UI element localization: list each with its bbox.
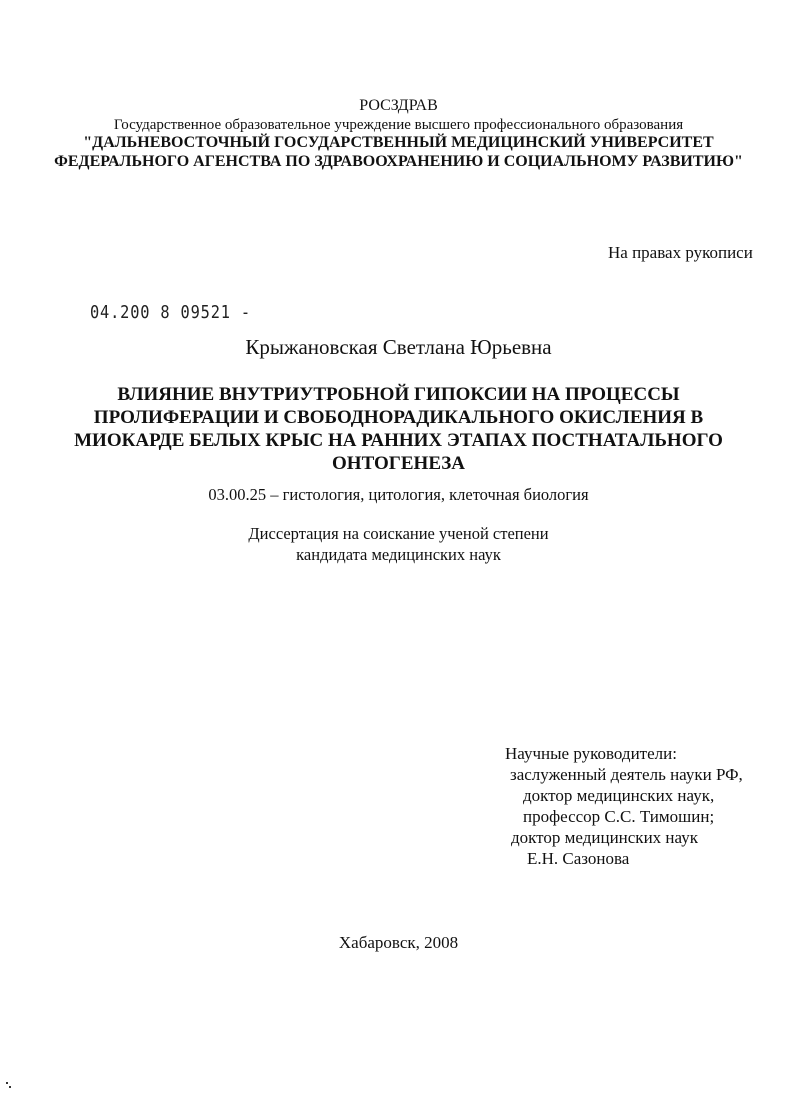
supervisors-heading: Научные руководители: — [505, 744, 677, 763]
supervisor-line: профессор С.С. Тимошин; — [523, 807, 715, 826]
supervisor-line: доктор медицинских наук, — [523, 786, 715, 805]
scan-speck — [9, 1086, 11, 1088]
agency-name: РОСЗДРАВ — [359, 97, 438, 114]
supervisor-line: доктор медицинских наук — [511, 828, 698, 847]
city-year: Хабаровск, 2008 — [338, 933, 459, 952]
supervisor-line: заслуженный деятель науки РФ, — [510, 765, 743, 784]
manuscript-rights-note: На правах рукописи — [608, 243, 753, 262]
title-line: ПРОЛИФЕРАЦИИ И СВОБОДНОРАДИКАЛЬНОГО ОКИСЛЕНИЯ В — [93, 407, 704, 428]
supervisors-block — [505, 743, 743, 869]
registration-stamp-number: 04.200 8 09521 - — [90, 302, 251, 323]
dissertation-title — [0, 383, 797, 475]
degree-line-1: Диссертация на соискание ученой степени — [248, 524, 549, 543]
title-line: ВЛИЯНИЕ ВНУТРИУТРОБНОЙ ГИПОКСИИ НА ПРОЦЕССЫ — [117, 384, 680, 405]
title-line: ОНТОГЕНЕЗА — [332, 453, 465, 474]
specialty-code: 03.00.25 – гистология, цитология, клеточная биология — [208, 485, 589, 504]
institution-type: Государственное образовательное учреждение высшего профессионального образования — [113, 117, 684, 133]
university-name-line-2: ФЕДЕРАЛЬНОГО АГЕНСТВА ПО ЗДРАВООХРАНЕНИЮ И СОЦИАЛЬНОМУ РАЗВИТИЮ" — [54, 153, 743, 170]
author-name: Крыжановская Светлана Юрьевна — [245, 335, 552, 359]
degree-line-2: кандидата медицинских наук — [296, 545, 501, 564]
scan-speck — [6, 1082, 8, 1084]
supervisor-line: Е.Н. Сазонова — [527, 849, 630, 868]
title-line: МИОКАРДЕ БЕЛЫХ КРЫС НА РАННИХ ЭТАПАХ ПОСТНАТАЛЬНОГО — [74, 430, 723, 451]
university-name-line-1: "ДАЛЬНЕВОСТОЧНЫЙ ГОСУДАРСТВЕННЫЙ МЕДИЦИНСКИЙ УНИВЕРСИТЕТ — [83, 134, 714, 151]
